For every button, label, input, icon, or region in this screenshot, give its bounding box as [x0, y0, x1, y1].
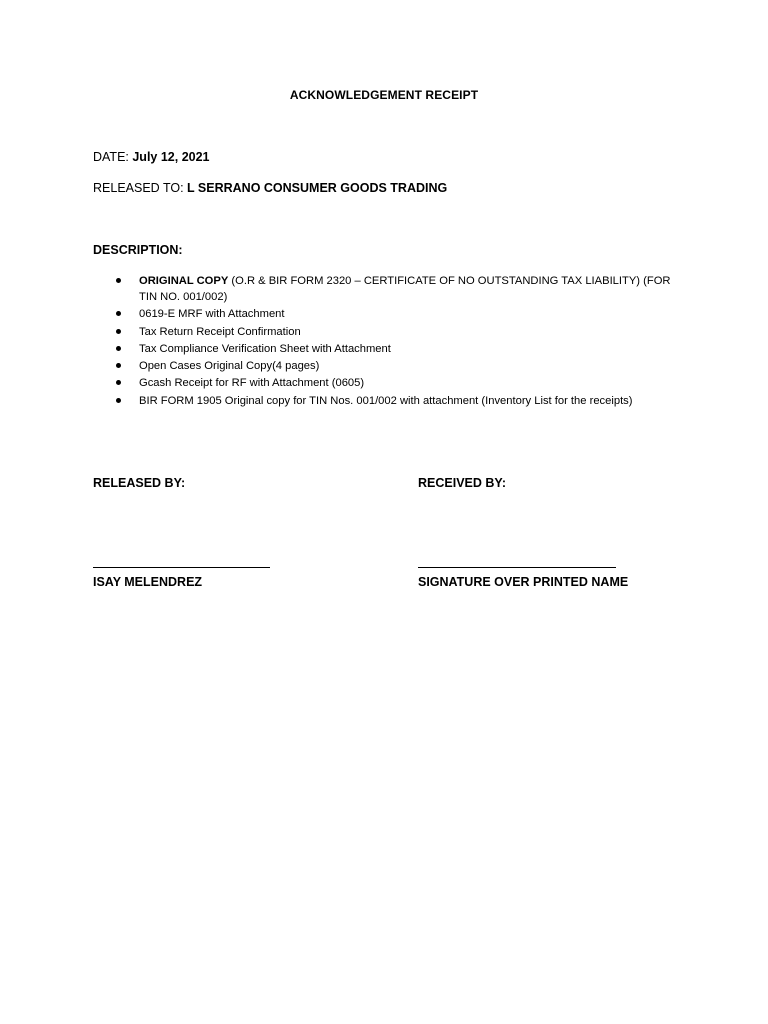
date-line — [93, 150, 210, 164]
bullet-icon — [116, 278, 121, 283]
received-by-name: SIGNATURE OVER PRINTED NAME — [418, 575, 629, 589]
received-by-label: RECEIVED BY: — [418, 476, 506, 490]
bullet-icon — [116, 380, 121, 385]
list-item — [139, 375, 679, 391]
document-title: ACKNOWLEDGEMENT RECEIPT — [289, 88, 479, 102]
bullet-icon — [116, 346, 121, 351]
item-text: 0619-E MRF with Attachment — [139, 308, 285, 321]
released-to-label: RELEASED TO: — [93, 181, 188, 195]
list-item — [139, 358, 679, 374]
released-by-label: RELEASED BY: — [93, 476, 186, 490]
description-list — [139, 273, 679, 410]
item-text: (O.R & BIR FORM 2320 – CERTIFICATE OF NO OUTSTANDING TAX LIABILITY) (FOR TIN NO. 001/002) — [139, 275, 671, 303]
list-item — [139, 324, 679, 340]
bullet-icon — [116, 329, 121, 334]
item-bold-text: ORIGINAL COPY — [139, 275, 229, 287]
item-text: Tax Compliance Verification Sheet with Attachment — [139, 342, 391, 355]
list-item — [139, 341, 679, 357]
bullet-icon — [116, 311, 121, 316]
received-by-signature-line — [418, 567, 616, 568]
item-text: Open Cases Original Copy(4 pages) — [139, 360, 320, 373]
bullet-icon — [116, 363, 121, 368]
bullet-icon — [116, 398, 121, 403]
date-label: DATE: — [93, 150, 133, 164]
date-value: July 12, 2021 — [132, 150, 210, 164]
item-text: Tax Return Receipt Confirmation — [139, 325, 301, 338]
list-item — [139, 393, 679, 409]
list-item — [139, 273, 679, 305]
description-heading: DESCRIPTION: — [93, 243, 183, 257]
item-text: BIR FORM 1905 Original copy for TIN Nos. 001/002 with attachment (Inventory List for the receipts) — [139, 394, 633, 407]
list-item — [139, 306, 679, 322]
released-to-value: L SERRANO CONSUMER GOODS TRADING — [187, 181, 448, 195]
released-by-name: ISAY MELENDREZ — [93, 575, 203, 589]
released-to-line — [93, 181, 447, 195]
item-text: Gcash Receipt for RF with Attachment (0605) — [139, 377, 365, 390]
released-by-signature-line — [93, 567, 270, 568]
